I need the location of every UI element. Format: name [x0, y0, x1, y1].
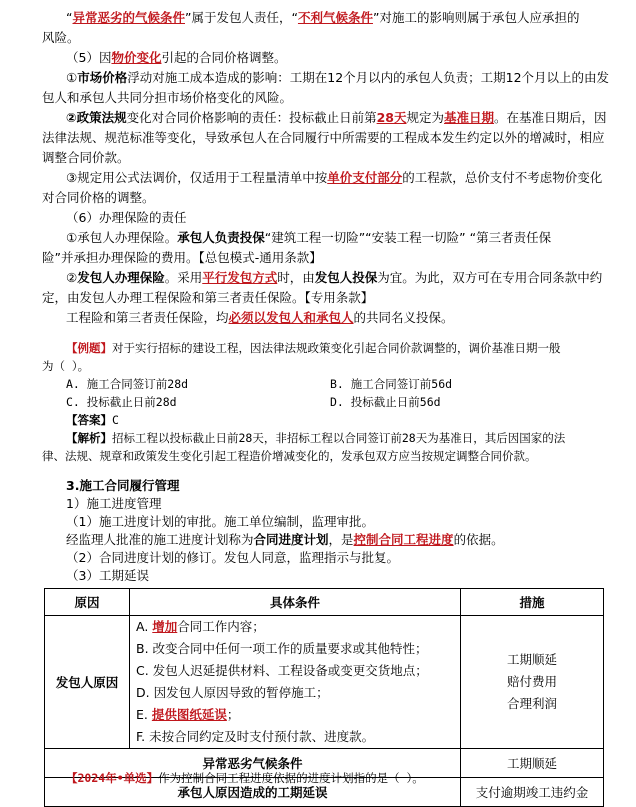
text: 改变合同中任何一项工作的质量要求或其他特性； — [152, 641, 428, 656]
section3-p4: （3）工期延误 — [66, 568, 149, 583]
condition-d — [136, 682, 454, 704]
weather-paragraph — [66, 8, 579, 28]
answer — [66, 410, 119, 430]
text: 的共同名义投保。 — [353, 310, 454, 325]
highlight-drawing-delay: 提供图纸延误 — [151, 707, 227, 722]
price-change-heading — [66, 48, 286, 68]
highlight-control-progress: 控制合同工程进度 — [353, 532, 454, 547]
footer-tag: 【2024年•单选】 — [66, 771, 159, 785]
row2-condition: 异常恶劣气候条件 — [45, 749, 461, 778]
text: 浮动对施工成本造成的影响：工期在12个月以内的承包人负责；工期12个月以上的由发 — [127, 70, 610, 85]
measure-profit: 合理利润 — [506, 696, 557, 711]
bold-employer-insurance: 发包人办理保险 — [77, 270, 165, 285]
row2-measure: 工期顺延 — [461, 749, 604, 778]
table-header-row — [45, 589, 604, 616]
text: 的依据。 — [453, 532, 504, 547]
insurance-item2 — [66, 268, 602, 288]
row3-measure: 支付逾期竣工违约金 — [461, 778, 604, 807]
row3-condition: 承包人原因造成的工期延误 — [45, 778, 461, 807]
section3-p3: （2）合同进度计划的修订。发包人同意，监理指示与批复。 — [66, 550, 399, 565]
text: 未按合同约定及时支付预付款、进度款。 — [149, 729, 375, 744]
highlight-extreme-weather: 异常恶劣的气候条件 — [72, 10, 185, 25]
option-c: C. 投标截止日前28d — [66, 395, 177, 409]
measure-compensation: 赔付费用 — [506, 674, 557, 689]
text: 经监理人批准的施工进度计划称为 — [66, 532, 254, 547]
analysis — [66, 428, 565, 448]
example-question — [66, 338, 561, 358]
highlight-base-date: 基准日期 — [444, 110, 495, 125]
bold-policy: ②政策法规 — [66, 110, 127, 125]
row1-measures — [461, 616, 604, 749]
table-row — [45, 616, 604, 749]
text: ①承包人办理保险。 — [66, 230, 178, 245]
analysis-tag: 【解析】 — [66, 431, 112, 445]
option-b: B. 施工合同签订前56d — [330, 377, 453, 391]
section3-title: 3.施工合同履行管理 — [66, 478, 180, 493]
bold-employer-insures: 发包人投保 — [314, 270, 378, 285]
text: “建筑工程一切险”“安装工程一切险” “第三者责任保 — [264, 230, 552, 245]
weather-line2: 风险。 — [42, 30, 80, 45]
price-item2-line3: 调整合同价款。 — [42, 150, 130, 165]
highlight-price-change: 物价变化 — [111, 50, 162, 65]
section3-p2 — [66, 530, 504, 550]
highlight-parallel-contracting: 平行发包方式 — [202, 270, 278, 285]
insurance-heading: （6）办理保险的责任 — [66, 210, 187, 225]
prefix: D. — [136, 685, 154, 700]
text: 的工程款，总价支付不考虑物价变化 — [402, 170, 603, 185]
insurance-item3 — [66, 308, 454, 328]
text: 。在基准日期后，因 — [494, 110, 607, 125]
row1-reason: 发包人原因 — [45, 616, 130, 749]
answer-value: C — [112, 413, 119, 427]
price-item2 — [66, 108, 607, 128]
text: 为宜。为此，双方可在专用合同条款中约 — [377, 270, 603, 285]
text: 合同工作内容； — [177, 619, 265, 634]
prefix: E. — [136, 707, 152, 722]
text: 发包人迟延提供材料、工程设备或变更交货地点； — [152, 663, 428, 678]
insurance-item1-line2: 险”并承担办理保险的费用。【总包模式-通用条款】 — [42, 250, 322, 265]
text: ① — [66, 70, 78, 85]
condition-a — [136, 616, 454, 638]
price-item2-line2: 法律法规、规范标准等变化，导致承包人在合同履行中所需要的工程成本发生约定以外的增减时，相应 — [42, 130, 605, 145]
header-reason: 原因 — [45, 589, 130, 616]
highlight-add-work: 增加 — [152, 619, 178, 634]
analysis-line2: 律、法规、规章和政策发生变化引起工程造价增减变化的，发承包双方应当按规定调整合同价款。 — [42, 449, 537, 463]
bold-market-price: 市场价格 — [77, 70, 128, 85]
text: “ — [66, 10, 73, 25]
text: ”属于发包人责任，“ — [185, 10, 298, 25]
condition-c — [136, 660, 454, 682]
row1-conditions — [130, 616, 461, 749]
highlight-unit-price: 单价支付部分 — [327, 170, 403, 185]
option-a: A. 施工合同签订前28d — [66, 377, 189, 391]
prefix: A. — [136, 619, 153, 634]
highlight-28-days: 28天 — [376, 110, 407, 125]
text: 变化对合同价格影响的责任：投标截止日前第 — [126, 110, 377, 125]
text: ③规定用公式法调价，仅适用于工程量清单中按 — [66, 170, 328, 185]
measure-extension: 工期顺延 — [506, 652, 557, 667]
text: （5）因 — [66, 50, 112, 65]
text: ，是 — [328, 532, 354, 547]
price-item3 — [66, 168, 602, 188]
section3-p1: （1）施工进度计划的审批。施工单位编制，监理审批。 — [66, 514, 374, 529]
prefix: F. — [136, 729, 150, 744]
text: 因发包人原因导致的暂停施工； — [153, 685, 329, 700]
price-item1 — [66, 68, 609, 88]
header-conditions: 具体条件 — [130, 589, 461, 616]
text: ； — [226, 707, 240, 722]
header-measures: 措施 — [461, 589, 604, 616]
text: 规定为 — [406, 110, 445, 125]
answer-tag: 【答案】 — [66, 413, 112, 427]
text: 引起的合同价格调整。 — [161, 50, 287, 65]
prefix: B. — [136, 641, 153, 656]
text: 作为控制合同工程进度依据的进度计划指的是（ ）。 — [158, 771, 424, 785]
bold-contractor-insures: 承包人负责投保 — [177, 230, 265, 245]
condition-b — [136, 638, 454, 660]
insurance-item2-line2: 定，由发包人办理工程保险和第三者责任保险。【专用条款】 — [42, 290, 374, 305]
text: 。采用 — [164, 270, 203, 285]
text: 时，由 — [277, 270, 315, 285]
text: ② — [66, 270, 78, 285]
highlight-joint-name: 必须以发包人和承包人 — [228, 310, 354, 325]
prefix: C. — [136, 663, 153, 678]
section3-sub1: 1）施工进度管理 — [66, 496, 162, 511]
text: ”对施工的影响则属于承包人应承担的 — [372, 10, 580, 25]
condition-f — [136, 726, 454, 748]
highlight-adverse-weather: 不利气候条件 — [297, 10, 373, 25]
example-tag: 【例题】 — [66, 341, 112, 355]
price-item1-line2: 包人和承包人共同分担市场价格变化的风险。 — [42, 90, 293, 105]
example-question-line2: 为（ ）。 — [42, 359, 90, 373]
condition-e — [136, 704, 454, 726]
option-d: D. 投标截止日前56d — [330, 395, 441, 409]
text: 工程险和第三者责任保险，均 — [66, 310, 229, 325]
text: 招标工程以投标截止日前28天，非招标工程以合同签订前28天为基准日，其后因国家的法 — [112, 431, 566, 445]
bold-contract-schedule: 合同进度计划 — [253, 532, 329, 547]
footer-question — [66, 768, 424, 788]
price-item3-line2: 对合同价格的调整。 — [42, 190, 155, 205]
insurance-item1 — [66, 228, 551, 248]
text: 对于实行招标的建设工程，因法律法规政策变化引起合同价款调整的，调价基准日期一般 — [112, 341, 561, 355]
